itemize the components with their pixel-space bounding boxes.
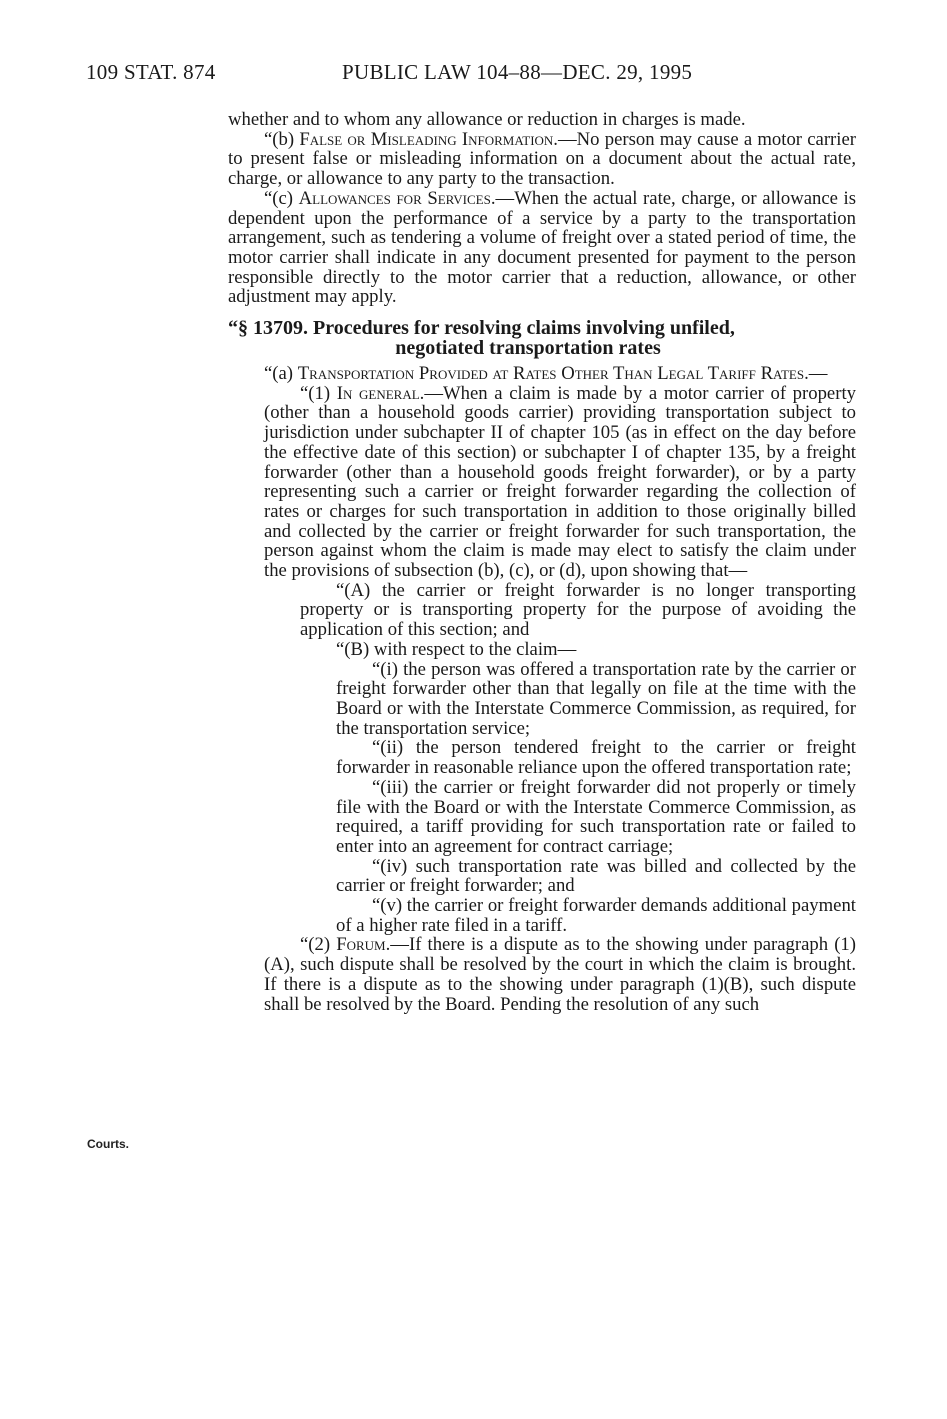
section-heading bbox=[228, 318, 856, 358]
paragraph-2-open: “(2) bbox=[300, 934, 337, 956]
subsection-c-heading: Allowances for Services. bbox=[298, 187, 496, 209]
paragraph-2-text: —If there is a dispute as to the showing under paragraph (1)(A), such dispute shall be resolved by the court in which the claim is brought. If there is a dispute as to the showing under paragraph (1)(B), such dispute shall be resolved by the Board. Pending the resolution of any such bbox=[264, 934, 856, 1015]
clause-v: “(v) the carrier or freight forwarder demands additional payment of a higher rate filed in a tariff. bbox=[336, 895, 856, 936]
paragraph-1-open: “(1) bbox=[300, 382, 337, 404]
clause-ii: “(ii) the person tendered freight to the carrier or freight forwarder in reasonable reliance upon the offered transportation rate; bbox=[336, 737, 856, 779]
section-heading-line1: “§ 13709. Procedures for resolving claims involving unfiled, bbox=[228, 317, 735, 340]
running-header bbox=[86, 60, 856, 88]
subsection-a bbox=[228, 364, 856, 384]
clause-iii: “(iii) the carrier or freight forwarder did not properly or timely file with the Board or with the Interstate Commerce Commission, as required, a tariff providing for such transportation rate or failed to enter into an agreement for contract carriage; bbox=[336, 776, 856, 857]
subsection-c bbox=[228, 189, 856, 307]
subsection-b-open: “(b) bbox=[264, 128, 300, 150]
stat-citation: 109 STAT. 874 bbox=[86, 60, 216, 84]
clause-iv: “(iv) such transportation rate was billed and collected by the carrier or freight forwarder; and bbox=[336, 855, 856, 897]
subsection-a-text: — bbox=[808, 363, 828, 385]
section-heading-line2: negotiated transportation rates bbox=[395, 337, 661, 360]
public-law-title: PUBLIC LAW 104–88—DEC. 29, 1995 bbox=[342, 60, 693, 84]
subsection-c-open: “(c) bbox=[264, 187, 299, 209]
subsection-b-heading: False or Misleading Information. bbox=[299, 128, 558, 150]
margin-note: Courts. bbox=[87, 1137, 129, 1151]
paragraph-1-heading: In general. bbox=[336, 382, 425, 404]
paragraph-2-heading: Forum. bbox=[336, 934, 391, 956]
continued-paragraph: whether and to whom any allowance or reduction in charges is made. bbox=[228, 109, 746, 130]
paragraph-2 bbox=[264, 935, 856, 1014]
subsection-c-text: —When the actual rate, charge, or allowance is dependent upon the performance of a service by a party to the transportation arrangement, such as tendering a volume of freight over a stated period of time, the motor carrier shall indicate in any document presented for payment to the person responsible directly to the motor carrier that a reduction, allowance, or other adjustment may apply. bbox=[228, 187, 857, 308]
subsection-b-text: —No person may cause a motor carrier to present false or misleading information on a document about the actual rate, charge, or allowance to any party to the transaction. bbox=[228, 128, 856, 190]
paragraph-1-text: —When a claim is made by a motor carrier of property (other than a household goods carrier) providing transportation subject to jurisdiction under subchapter II of chapter 105 (as in effect on the day before the effective date of this section) or subchapter I of chapter 135, by a freight forwarder (other than a household goods freight forwarder), or by a party representing such a carrier or freight forwarder regarding the collection of rates or charges for such transportation in addition to those originally billed and collected by the carrier or freight forwarder for such transportation, the person against whom the claim is made may elect to satisfy the claim under the provisions of subsection (b), (c), or (d), upon showing that— bbox=[264, 382, 856, 582]
subparagraph-B: “(B) with respect to the claim— bbox=[336, 638, 577, 660]
subsection-a-heading: Transportation Provided at Rates Other Than Legal Tariff Rates. bbox=[297, 363, 809, 385]
subparagraph-A: “(A) the carrier or freight forwarder is no longer transporting property or is transporting property for the purpose of avoiding the application of this section; and bbox=[300, 579, 856, 641]
subsection-b bbox=[228, 130, 856, 189]
body-text bbox=[228, 110, 856, 1014]
subsection-a-open: “(a) bbox=[264, 363, 298, 385]
clause-i: “(i) the person was offered a transportation rate by the carrier or freight forwarder other than that legally on file at the time with the Board or with the Interstate Commerce Commission, as required, for the transportation service; bbox=[336, 658, 856, 739]
paragraph-1 bbox=[264, 384, 856, 581]
